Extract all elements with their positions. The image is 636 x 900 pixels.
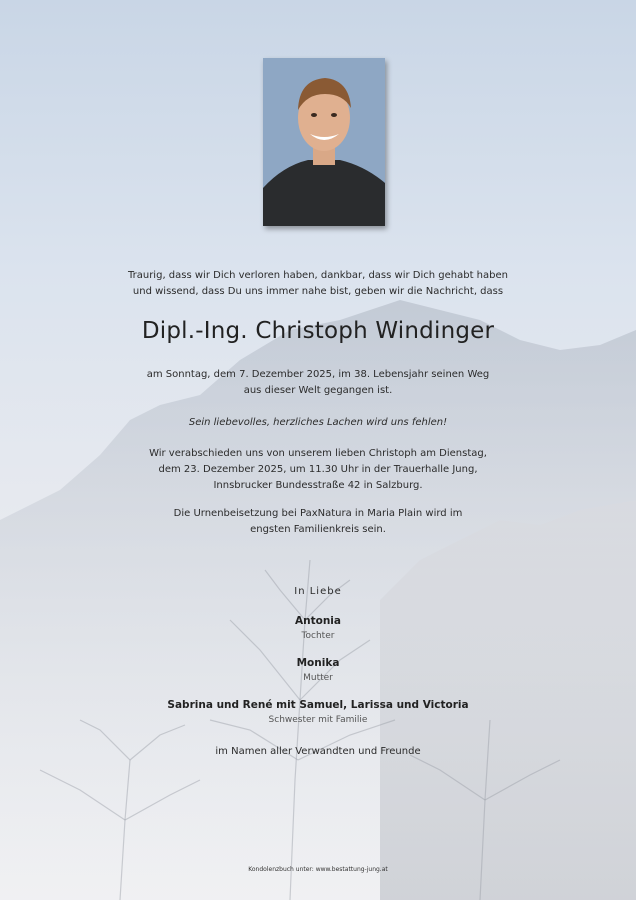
farewell-line-2: dem 23. Dezember 2025, um 11.30 Uhr in der Trauerhalle Jung, [158,464,478,475]
mourner-relation: Mutter [303,673,333,683]
mourner-name: Monika [296,657,340,669]
intro-text [0,268,636,300]
death-text [0,367,636,399]
farewell-text [0,446,636,494]
farewell-line-3: Innsbrucker Bundesstraße 42 in Salzburg. [213,480,423,491]
mourner-relation: Tochter [301,631,335,641]
farewell-line-1: Wir verabschieden uns von unserem lieben Christoph am Dienstag, [149,448,487,459]
condolence-footer: Kondolenzbuch unter: www.bestattung-jung.at [248,866,388,873]
deceased-name: Dipl.-Ing. Christoph Windinger [141,318,495,344]
closing-text: im Namen aller Verwandten und Freunde [215,746,421,757]
intro-line-1: Traurig, dass wir Dich verloren haben, dankbar, dass wir Dich gehabt haben [127,270,508,281]
urn-line-1: Die Urnenbeisetzung bei PaxNatura in Maria Plain wird im [173,508,463,519]
mourner-name: Antonia [295,615,341,627]
death-line-2: aus dieser Welt gegangen ist. [243,385,393,396]
death-line-1: am Sonntag, dem 7. Dezember 2025, im 38. Lebensjahr seinen Weg [146,369,490,380]
mourner-relation: Schwester mit Familie [268,715,368,725]
quote-text: Sein liebevolles, herzliches Lachen wird uns fehlen! [188,417,448,428]
urn-text [0,506,636,538]
intro-line-2: und wissend, dass Du uns immer nahe bist, geben wir die Nachricht, dass [132,286,504,297]
urn-line-2: engsten Familienkreis sein. [250,524,386,535]
mourner-name: Sabrina und René mit Samuel, Larissa und Victoria [167,699,469,711]
mourners-heading: In Liebe [294,586,342,597]
